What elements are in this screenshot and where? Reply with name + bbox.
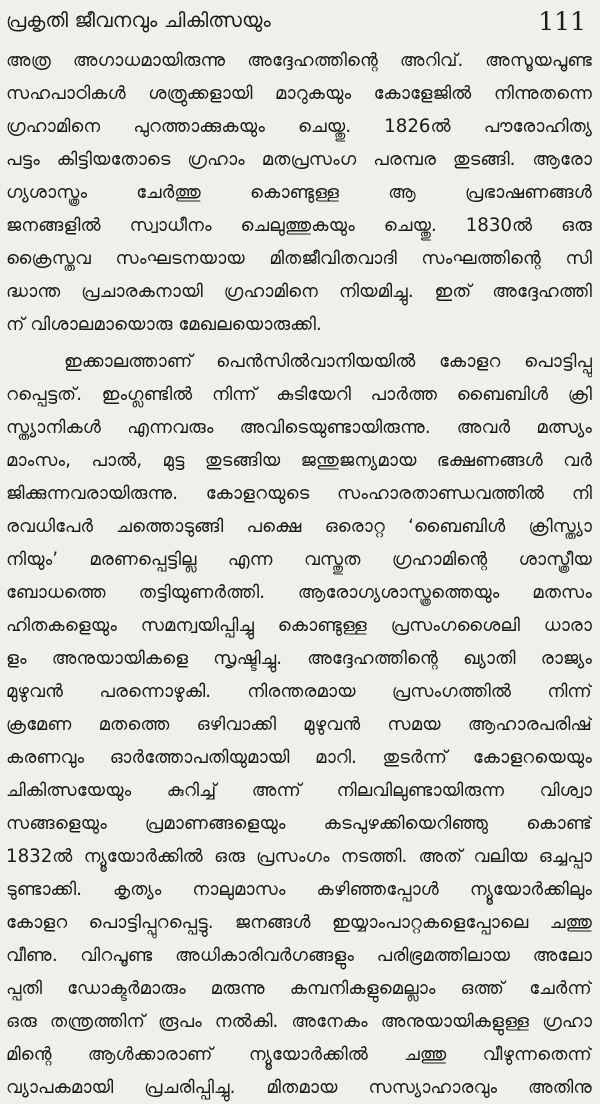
running-title: പ്രകൃതി ജീവനവും ചികിത്സയും [6, 8, 271, 32]
text-line: ബോധത്തെ തട്ടിയുണർത്തി. ആരോഗ്യശാസ്ത്രത്തെയും മതസം [6, 582, 592, 603]
text-line: മാംസം, പാൽ, മുട്ട തുടങ്ങിയ ജന്തുജന്യമായ ഭക്ഷണങ്ങൾ വർ [6, 450, 592, 471]
text-line: ജിക്കുന്നവരായിരുന്നു. കോളറയുടെ സംഹാരതാണ്ഡവത്തിൽ നി [6, 483, 592, 504]
text-line: പട്ടം കിട്ടിയതോടെ ഗ്രഹാം മതപ്രസംഗ പരമ്പര തുടങ്ങി. ആരോ [6, 149, 592, 170]
text-line: ഇക്കാലത്താണ് പെൻസിൽവാനിയയിൽ കോളറ പൊട്ടിപ്പു [64, 351, 592, 372]
page-header [6, 4, 586, 36]
text-line: സങ്ങളെയും പ്രമാണങ്ങളെയും കടപുഴക്കിയെറിഞ്ഞു കൊണ്ട് [6, 813, 592, 834]
text-line: ടുണ്ടാക്കി. കൃത്യം നാലുമാസം കഴിഞ്ഞപ്പോൾ ന്യൂയോർക്കിലും [6, 879, 592, 900]
text-line: ഗ്രഹാമിനെ പുറത്താക്കുകയും ചെയ്തു. 1826ൽ പൗരോഹിത്യ [6, 116, 592, 137]
text-line: 1832ൽ ന്യൂയോർക്കിൽ ഒരു പ്രസംഗം നടത്തി. അത് വലിയ ഒച്ചപ്പാ [6, 846, 592, 867]
text-line: ഗ്യശാസ്ത്രം ചേർത്തു കൊണ്ടുള്ള ആ പ്രഭാഷണങ്ങൾ [6, 182, 592, 203]
text-line: ളം അനുയായികളെ സൃഷ്ടിച്ചു. അദ്ദേഹത്തിന്റെ ഖ്യാതി രാജ്യം [6, 648, 592, 669]
text-line: മുഴുവൻ പരന്നൊഴുകി. നിരന്തരമായ പ്രസംഗത്തിൽ നിന്ന് [6, 681, 592, 702]
text-line: നിയും’ മരണപ്പെട്ടില്ല എന്ന വസ്തുത ഗ്രഹാമിന്റെ ശാസ്ത്രീയ [6, 549, 592, 570]
text-line: ക്രൈസ്തവ സംഘടനയായ മിതജീവിതവാദി സംഘത്തിന്റെ സി [6, 248, 592, 269]
paragraph-2 [6, 345, 592, 1104]
text-line: ചികിത്സയേയും കുറിച്ച് അന്ന് നിലവിലുണ്ടായിരുന്ന വിശ്വാ [6, 780, 592, 801]
text-line: മിന്റെ ആൾക്കാരാണ് ന്യൂയോർക്കിൽ ചത്തു വീഴുന്നതെന്ന് [6, 1044, 592, 1065]
text-line: സ്ത്യാനികൾ എന്നവരും അവിടെയുണ്ടായിരുന്നു. അവർ മത്സ്യം [6, 417, 592, 438]
text-line: ക്രമേണ മതത്തെ ഒഴിവാക്കി മുഴുവൻ സമയ ആഹാരപരിഷ് [6, 714, 592, 735]
text-line: കരണവും ഓർത്തോപതിയുമായി മാറി. തുടർന്ന് കോളറയെയും [6, 747, 592, 768]
paragraph-1 [6, 44, 592, 341]
text-line: റപ്പെട്ടത്. ഇംഗ്ലണ്ടിൽ നിന്ന് കുടിയേറി പാർത്ത ബൈബിൾ ക്രി [6, 384, 592, 405]
text-line: പ്പതി ഡോക്ടർമാരും മരുന്നു കമ്പനികളുമെല്ലാം ഒത്ത് ചേർന്ന് [6, 978, 592, 999]
text-line: ന് വിശാലമായൊരു മേഖലയൊരുക്കി. [6, 314, 322, 335]
text-line: അത്ര അഗാധമായിരുന്നു അദ്ദേഹത്തിന്റെ അറിവ്. അസൂയപൂണ്ട [6, 50, 592, 71]
text-line: കോളറ പൊട്ടിപ്പുറപ്പെട്ടു. ജനങ്ങൾ ഇയ്യാംപാറ്റകളെപ്പോലെ ചത്തു [6, 912, 592, 933]
text-line: വീണു. വിറപൂണ്ട അധികാരിവർഗങ്ങളും പരിഭ്രമത്തിലായ അലോ [6, 945, 592, 966]
text-line: സഹപാഠികൾ ശത്രുക്കളായി മാറുകയും കോളേജിൽ നിന്നുതന്നെ [6, 83, 592, 104]
text-line: വ്യാപകമായി പ്രചരിപ്പിച്ചു. മിതമായ സസ്യാഹാരവും അതിനു [6, 1077, 592, 1098]
text-line: ദ്ധാന്ത പ്രചാരകനായി ഗ്രഹാമിനെ നിയമിച്ചു. ഇത് അദ്ദേഹത്തി [6, 281, 592, 302]
page-number: 111 [538, 6, 586, 36]
text-line: ഒരു തന്ത്രത്തിന് രൂപം നൽകി. അനേകം അനുയായികളുള്ള ഗ്രഹാ [6, 1011, 592, 1032]
body-text [6, 44, 592, 1104]
text-line: രവധിപേർ ചത്തൊടുങ്ങി പക്ഷെ ഒരൊറ്റ ‘ബൈബിൾ ക്രിസ്ത്യാ [6, 516, 592, 537]
text-line: ജനങ്ങളിൽ സ്വാധീനം ചെലുത്തുകയും ചെയ്തു. 1830ൽ ഒരു [6, 215, 592, 236]
text-line: ഹിതകളെയും സമന്വയിപ്പിച്ചു കൊണ്ടുള്ള പ്രസംഗശൈലി ധാരാ [6, 615, 592, 636]
